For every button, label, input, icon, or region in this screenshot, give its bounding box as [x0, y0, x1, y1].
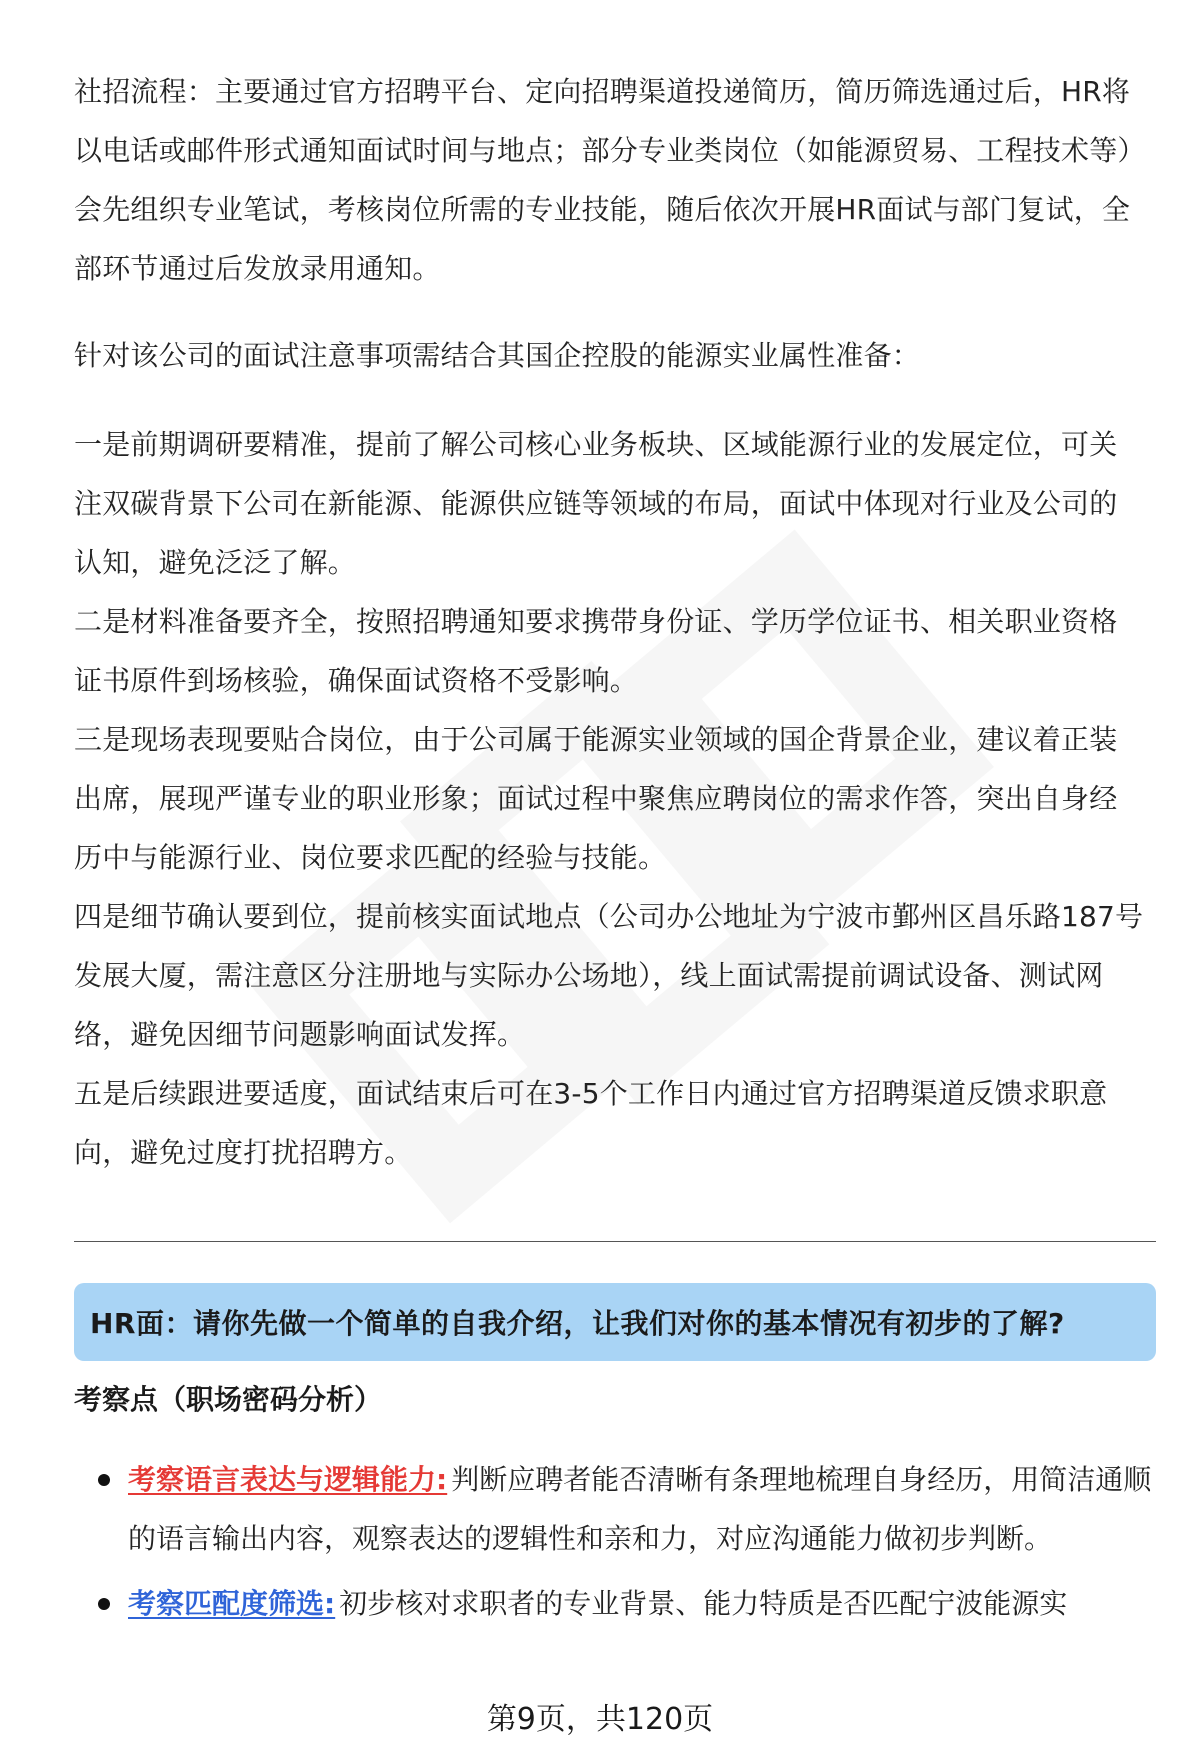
question-box	[74, 1283, 1156, 1361]
page-number: 第9页，共120页	[486, 1702, 714, 1737]
bullet-text: 初步核对求职者的专业背景、能力特质是否匹配宁波能源实	[339, 1587, 1068, 1620]
bullet-dot-icon	[98, 1598, 110, 1610]
bullet-keyword: 考察语言表达与逻辑能力:	[128, 1463, 448, 1496]
paragraph-recruitment-process: 社招流程：主要通过官方招聘平台、定向招聘渠道投递简历，简历筛选通过后，HR将以电话或邮件形式通知面试时间与地点；部分专业类岗位（如能源贸易、工程技术等）会先组织专业笔试，考核岗位所需的专业技能，随后依次开展HR面试与部门复试，全部环节通过后发放录用通知。	[74, 75, 1132, 285]
list-item	[74, 1574, 1156, 1633]
paragraph-tip-4: 四是细节确认要到位，提前核实面试地点（公司办公地址为宁波市鄞州区昌乐路187号发展大厦，需注意区分注册地与实际办公场地），线上面试需提前调试设备、测试网络，避免因细节问题影响面试发挥。	[74, 900, 1144, 1051]
paragraph-interview-tips-intro: 针对该公司的面试注意事项需结合其国企控股的能源实业属性准备：	[74, 339, 921, 372]
list-item	[74, 1450, 1156, 1568]
body-text	[74, 62, 1144, 1182]
question-text: HR面：请你先做一个简单的自我介绍，让我们对你的基本情况有初步的了解?	[90, 1307, 1065, 1340]
evaluation-points-list	[74, 1450, 1156, 1639]
section-divider	[74, 1241, 1156, 1242]
paragraph-tip-2: 二是材料准备要齐全，按照招聘通知要求携带身份证、学历学位证书、相关职业资格证书原件到场核验，确保面试资格不受影响。	[74, 605, 1118, 697]
section-title: 考察点（职场密码分析）	[74, 1383, 383, 1416]
paragraph-tip-5: 五是后续跟进要适度，面试结束后可在3-5个工作日内通过官方招聘渠道反馈求职意向，避免过度打扰招聘方。	[74, 1077, 1108, 1169]
bullet-keyword: 考察匹配度筛选:	[128, 1587, 336, 1620]
paragraph-tip-1: 一是前期调研要精准，提前了解公司核心业务板块、区域能源行业的发展定位，可关注双碳背景下公司在新能源、能源供应链等领域的布局，面试中体现对行业及公司的认知，避免泛泛了解。	[74, 428, 1118, 579]
bullet-dot-icon	[98, 1474, 110, 1486]
paragraph-tip-3: 三是现场表现要贴合岗位，由于公司属于能源实业领域的国企背景企业，建议着正装出席，展现严谨专业的职业形象；面试过程中聚焦应聘岗位的需求作答，突出自身经历中与能源行业、岗位要求匹配的经验与技能。	[74, 723, 1118, 874]
bullet-text: 判断应聘者能否清晰有条理地梳理自身经历，用简洁通顺的语言输出内容，观察表达的逻辑性和亲和力，对应沟通能力做初步判断。	[128, 1463, 1152, 1555]
